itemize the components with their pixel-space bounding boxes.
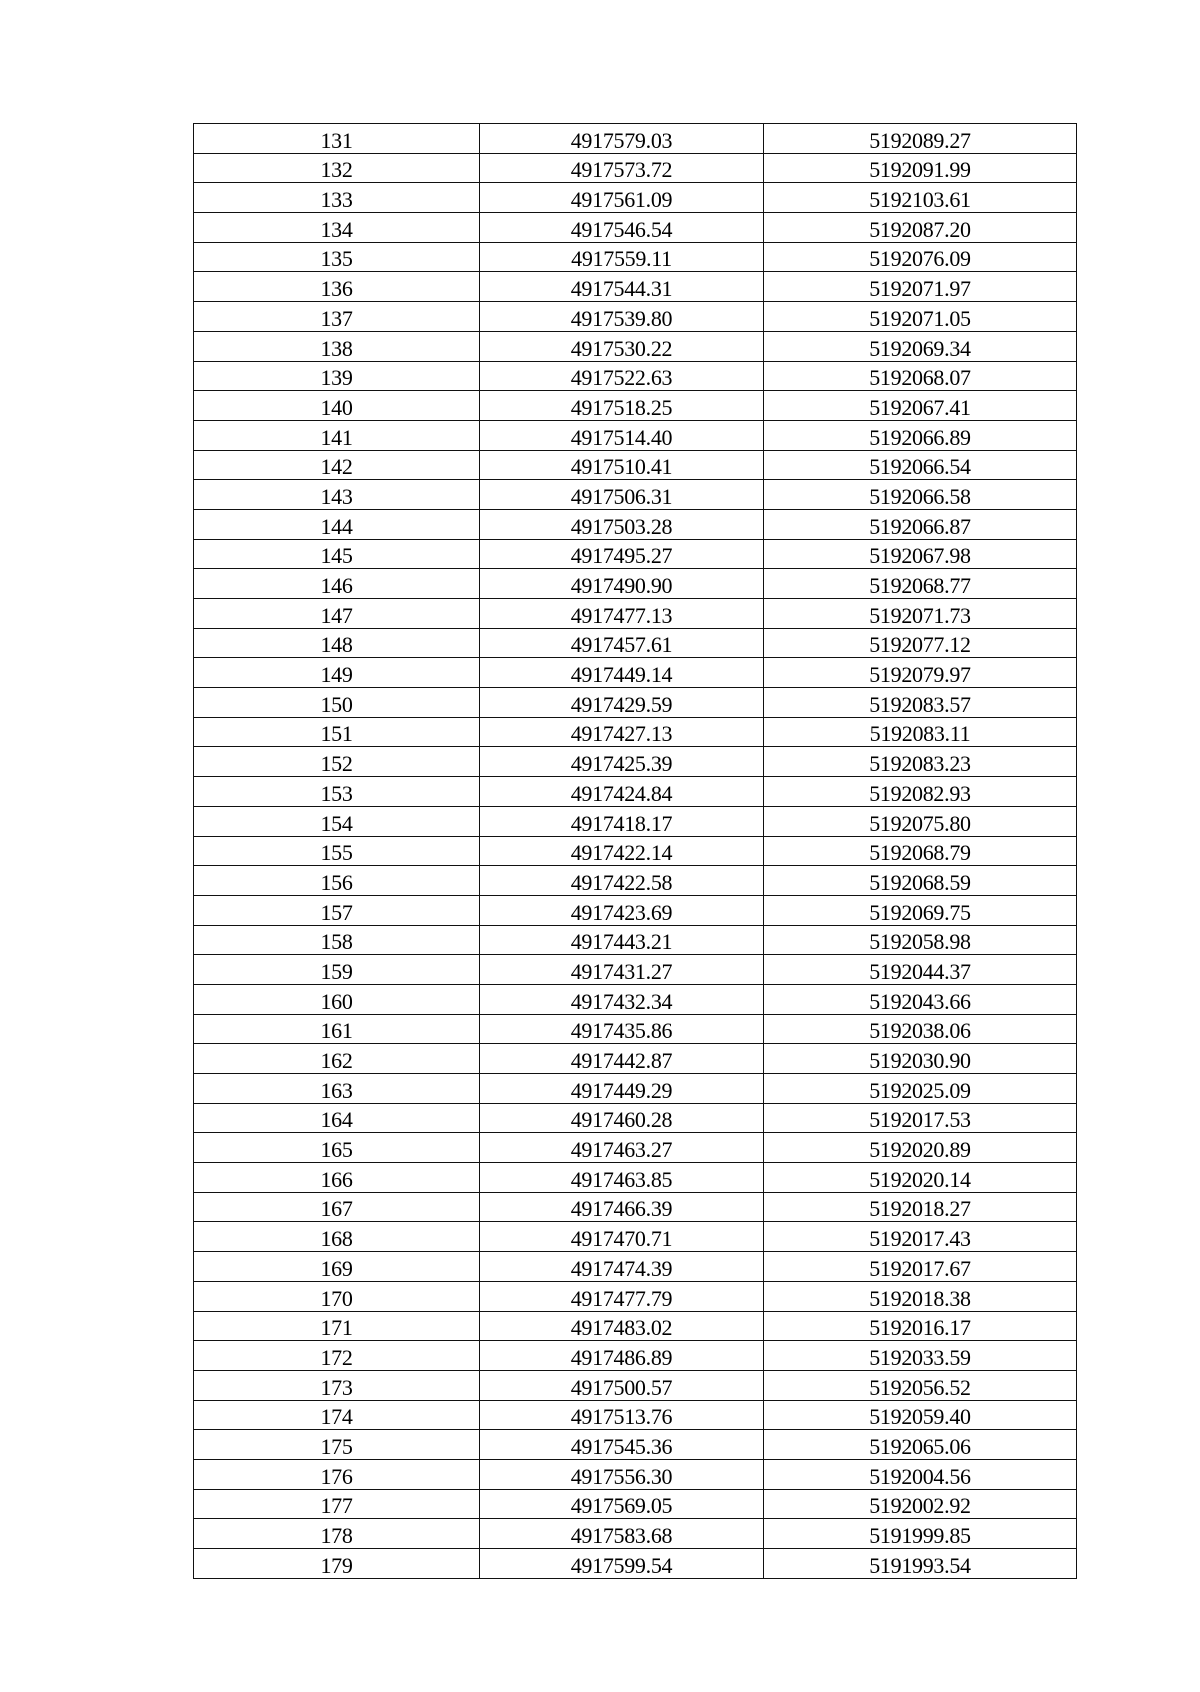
x-coordinate-cell: 4917486.89 <box>480 1341 764 1371</box>
table-row <box>194 1370 1077 1400</box>
x-coordinate-cell: 4917483.02 <box>480 1311 764 1341</box>
table-row <box>194 1133 1077 1163</box>
coordinates-table <box>193 123 1077 1579</box>
x-coordinate-cell: 4917495.27 <box>480 539 764 569</box>
x-coordinate-cell: 4917569.05 <box>480 1489 764 1519</box>
x-coordinate-cell: 4917573.72 <box>480 153 764 183</box>
y-coordinate-cell: 5192071.97 <box>764 272 1077 302</box>
table-row <box>194 569 1077 599</box>
point-number-cell: 160 <box>194 984 480 1014</box>
y-coordinate-cell: 5192065.06 <box>764 1430 1077 1460</box>
table-row <box>194 361 1077 391</box>
point-number-cell: 179 <box>194 1549 480 1579</box>
x-coordinate-cell: 4917556.30 <box>480 1459 764 1489</box>
x-coordinate-cell: 4917579.03 <box>480 124 764 154</box>
table-row <box>194 420 1077 450</box>
y-coordinate-cell: 5192087.20 <box>764 213 1077 243</box>
point-number-cell: 131 <box>194 124 480 154</box>
table-row <box>194 331 1077 361</box>
point-number-cell: 149 <box>194 658 480 688</box>
y-coordinate-cell: 5192071.05 <box>764 302 1077 332</box>
table-row <box>194 302 1077 332</box>
y-coordinate-cell: 5192066.87 <box>764 509 1077 539</box>
table-row <box>194 480 1077 510</box>
x-coordinate-cell: 4917466.39 <box>480 1192 764 1222</box>
point-number-cell: 172 <box>194 1341 480 1371</box>
table-row <box>194 806 1077 836</box>
y-coordinate-cell: 5192068.07 <box>764 361 1077 391</box>
table-row <box>194 1044 1077 1074</box>
x-coordinate-cell: 4917561.09 <box>480 183 764 213</box>
point-number-cell: 162 <box>194 1044 480 1074</box>
x-coordinate-cell: 4917477.79 <box>480 1281 764 1311</box>
point-number-cell: 155 <box>194 836 480 866</box>
point-number-cell: 132 <box>194 153 480 183</box>
y-coordinate-cell: 5192076.09 <box>764 242 1077 272</box>
x-coordinate-cell: 4917510.41 <box>480 450 764 480</box>
x-coordinate-cell: 4917530.22 <box>480 331 764 361</box>
point-number-cell: 137 <box>194 302 480 332</box>
table-row <box>194 1459 1077 1489</box>
x-coordinate-cell: 4917422.14 <box>480 836 764 866</box>
x-coordinate-cell: 4917518.25 <box>480 391 764 421</box>
table-row <box>194 1103 1077 1133</box>
y-coordinate-cell: 5192002.92 <box>764 1489 1077 1519</box>
x-coordinate-cell: 4917422.58 <box>480 866 764 896</box>
x-coordinate-cell: 4917432.34 <box>480 984 764 1014</box>
point-number-cell: 134 <box>194 213 480 243</box>
x-coordinate-cell: 4917539.80 <box>480 302 764 332</box>
table-row <box>194 1222 1077 1252</box>
x-coordinate-cell: 4917544.31 <box>480 272 764 302</box>
y-coordinate-cell: 5192056.52 <box>764 1370 1077 1400</box>
point-number-cell: 178 <box>194 1519 480 1549</box>
point-number-cell: 151 <box>194 717 480 747</box>
table-row <box>194 124 1077 154</box>
x-coordinate-cell: 4917442.87 <box>480 1044 764 1074</box>
y-coordinate-cell: 5192043.66 <box>764 984 1077 1014</box>
y-coordinate-cell: 5192075.80 <box>764 806 1077 836</box>
x-coordinate-cell: 4917443.21 <box>480 925 764 955</box>
point-number-cell: 156 <box>194 866 480 896</box>
x-coordinate-cell: 4917546.54 <box>480 213 764 243</box>
point-number-cell: 133 <box>194 183 480 213</box>
point-number-cell: 144 <box>194 509 480 539</box>
x-coordinate-cell: 4917457.61 <box>480 628 764 658</box>
point-number-cell: 139 <box>194 361 480 391</box>
table-row <box>194 984 1077 1014</box>
point-number-cell: 154 <box>194 806 480 836</box>
point-number-cell: 138 <box>194 331 480 361</box>
table-row <box>194 1430 1077 1460</box>
table-row <box>194 955 1077 985</box>
y-coordinate-cell: 5192044.37 <box>764 955 1077 985</box>
y-coordinate-cell: 5192069.34 <box>764 331 1077 361</box>
table-row <box>194 866 1077 896</box>
y-coordinate-cell: 5192038.06 <box>764 1014 1077 1044</box>
y-coordinate-cell: 5192033.59 <box>764 1341 1077 1371</box>
point-number-cell: 161 <box>194 1014 480 1044</box>
coordinates-table-body <box>194 124 1077 1579</box>
point-number-cell: 159 <box>194 955 480 985</box>
y-coordinate-cell: 5192004.56 <box>764 1459 1077 1489</box>
y-coordinate-cell: 5192071.73 <box>764 599 1077 629</box>
table-row <box>194 717 1077 747</box>
point-number-cell: 175 <box>194 1430 480 1460</box>
point-number-cell: 143 <box>194 480 480 510</box>
table-row <box>194 1549 1077 1579</box>
x-coordinate-cell: 4917513.76 <box>480 1400 764 1430</box>
y-coordinate-cell: 5192067.41 <box>764 391 1077 421</box>
table-row <box>194 1311 1077 1341</box>
y-coordinate-cell: 5192103.61 <box>764 183 1077 213</box>
y-coordinate-cell: 5192083.23 <box>764 747 1077 777</box>
table-row <box>194 539 1077 569</box>
point-number-cell: 152 <box>194 747 480 777</box>
table-row <box>194 658 1077 688</box>
point-number-cell: 165 <box>194 1133 480 1163</box>
x-coordinate-cell: 4917425.39 <box>480 747 764 777</box>
y-coordinate-cell: 5192030.90 <box>764 1044 1077 1074</box>
x-coordinate-cell: 4917418.17 <box>480 806 764 836</box>
x-coordinate-cell: 4917506.31 <box>480 480 764 510</box>
point-number-cell: 157 <box>194 895 480 925</box>
y-coordinate-cell: 5192082.93 <box>764 777 1077 807</box>
point-number-cell: 136 <box>194 272 480 302</box>
table-row <box>194 1252 1077 1282</box>
y-coordinate-cell: 5192016.17 <box>764 1311 1077 1341</box>
x-coordinate-cell: 4917503.28 <box>480 509 764 539</box>
point-number-cell: 147 <box>194 599 480 629</box>
table-row <box>194 836 1077 866</box>
x-coordinate-cell: 4917463.85 <box>480 1163 764 1193</box>
y-coordinate-cell: 5192017.43 <box>764 1222 1077 1252</box>
y-coordinate-cell: 5192020.14 <box>764 1163 1077 1193</box>
x-coordinate-cell: 4917470.71 <box>480 1222 764 1252</box>
x-coordinate-cell: 4917449.29 <box>480 1074 764 1104</box>
table-row <box>194 1489 1077 1519</box>
point-number-cell: 145 <box>194 539 480 569</box>
table-row <box>194 1192 1077 1222</box>
point-number-cell: 146 <box>194 569 480 599</box>
x-coordinate-cell: 4917559.11 <box>480 242 764 272</box>
x-coordinate-cell: 4917449.14 <box>480 658 764 688</box>
y-coordinate-cell: 5192068.59 <box>764 866 1077 896</box>
x-coordinate-cell: 4917424.84 <box>480 777 764 807</box>
y-coordinate-cell: 5192091.99 <box>764 153 1077 183</box>
point-number-cell: 167 <box>194 1192 480 1222</box>
x-coordinate-cell: 4917474.39 <box>480 1252 764 1282</box>
table-row <box>194 628 1077 658</box>
x-coordinate-cell: 4917460.28 <box>480 1103 764 1133</box>
table-row <box>194 450 1077 480</box>
table-row <box>194 183 1077 213</box>
table-row <box>194 1341 1077 1371</box>
x-coordinate-cell: 4917429.59 <box>480 688 764 718</box>
point-number-cell: 140 <box>194 391 480 421</box>
table-row <box>194 1014 1077 1044</box>
table-row <box>194 213 1077 243</box>
point-number-cell: 176 <box>194 1459 480 1489</box>
table-row <box>194 509 1077 539</box>
y-coordinate-cell: 5192068.77 <box>764 569 1077 599</box>
table-row <box>194 599 1077 629</box>
table-row <box>194 688 1077 718</box>
y-coordinate-cell: 5192066.89 <box>764 420 1077 450</box>
table-row <box>194 1281 1077 1311</box>
point-number-cell: 171 <box>194 1311 480 1341</box>
table-row <box>194 242 1077 272</box>
point-number-cell: 174 <box>194 1400 480 1430</box>
y-coordinate-cell: 5192018.27 <box>764 1192 1077 1222</box>
y-coordinate-cell: 5192018.38 <box>764 1281 1077 1311</box>
point-number-cell: 141 <box>194 420 480 450</box>
x-coordinate-cell: 4917522.63 <box>480 361 764 391</box>
x-coordinate-cell: 4917514.40 <box>480 420 764 450</box>
y-coordinate-cell: 5192066.54 <box>764 450 1077 480</box>
point-number-cell: 168 <box>194 1222 480 1252</box>
y-coordinate-cell: 5191999.85 <box>764 1519 1077 1549</box>
y-coordinate-cell: 5192068.79 <box>764 836 1077 866</box>
point-number-cell: 150 <box>194 688 480 718</box>
y-coordinate-cell: 5192020.89 <box>764 1133 1077 1163</box>
table-row <box>194 272 1077 302</box>
table-row <box>194 153 1077 183</box>
x-coordinate-cell: 4917500.57 <box>480 1370 764 1400</box>
table-row <box>194 1163 1077 1193</box>
table-row <box>194 747 1077 777</box>
table-row <box>194 1519 1077 1549</box>
y-coordinate-cell: 5192083.57 <box>764 688 1077 718</box>
point-number-cell: 173 <box>194 1370 480 1400</box>
point-number-cell: 164 <box>194 1103 480 1133</box>
table-row <box>194 777 1077 807</box>
y-coordinate-cell: 5192077.12 <box>764 628 1077 658</box>
table-row <box>194 925 1077 955</box>
x-coordinate-cell: 4917545.36 <box>480 1430 764 1460</box>
x-coordinate-cell: 4917490.90 <box>480 569 764 599</box>
x-coordinate-cell: 4917427.13 <box>480 717 764 747</box>
y-coordinate-cell: 5192066.58 <box>764 480 1077 510</box>
table-row <box>194 391 1077 421</box>
x-coordinate-cell: 4917583.68 <box>480 1519 764 1549</box>
x-coordinate-cell: 4917599.54 <box>480 1549 764 1579</box>
point-number-cell: 170 <box>194 1281 480 1311</box>
point-number-cell: 166 <box>194 1163 480 1193</box>
y-coordinate-cell: 5192058.98 <box>764 925 1077 955</box>
point-number-cell: 163 <box>194 1074 480 1104</box>
y-coordinate-cell: 5192017.67 <box>764 1252 1077 1282</box>
point-number-cell: 153 <box>194 777 480 807</box>
point-number-cell: 158 <box>194 925 480 955</box>
y-coordinate-cell: 5192069.75 <box>764 895 1077 925</box>
x-coordinate-cell: 4917477.13 <box>480 599 764 629</box>
y-coordinate-cell: 5192059.40 <box>764 1400 1077 1430</box>
point-number-cell: 148 <box>194 628 480 658</box>
point-number-cell: 135 <box>194 242 480 272</box>
x-coordinate-cell: 4917435.86 <box>480 1014 764 1044</box>
y-coordinate-cell: 5192017.53 <box>764 1103 1077 1133</box>
x-coordinate-cell: 4917463.27 <box>480 1133 764 1163</box>
y-coordinate-cell: 5191993.54 <box>764 1549 1077 1579</box>
y-coordinate-cell: 5192025.09 <box>764 1074 1077 1104</box>
table-row <box>194 1400 1077 1430</box>
y-coordinate-cell: 5192083.11 <box>764 717 1077 747</box>
y-coordinate-cell: 5192079.97 <box>764 658 1077 688</box>
point-number-cell: 169 <box>194 1252 480 1282</box>
point-number-cell: 177 <box>194 1489 480 1519</box>
y-coordinate-cell: 5192067.98 <box>764 539 1077 569</box>
x-coordinate-cell: 4917431.27 <box>480 955 764 985</box>
table-row <box>194 895 1077 925</box>
y-coordinate-cell: 5192089.27 <box>764 124 1077 154</box>
x-coordinate-cell: 4917423.69 <box>480 895 764 925</box>
point-number-cell: 142 <box>194 450 480 480</box>
table-row <box>194 1074 1077 1104</box>
